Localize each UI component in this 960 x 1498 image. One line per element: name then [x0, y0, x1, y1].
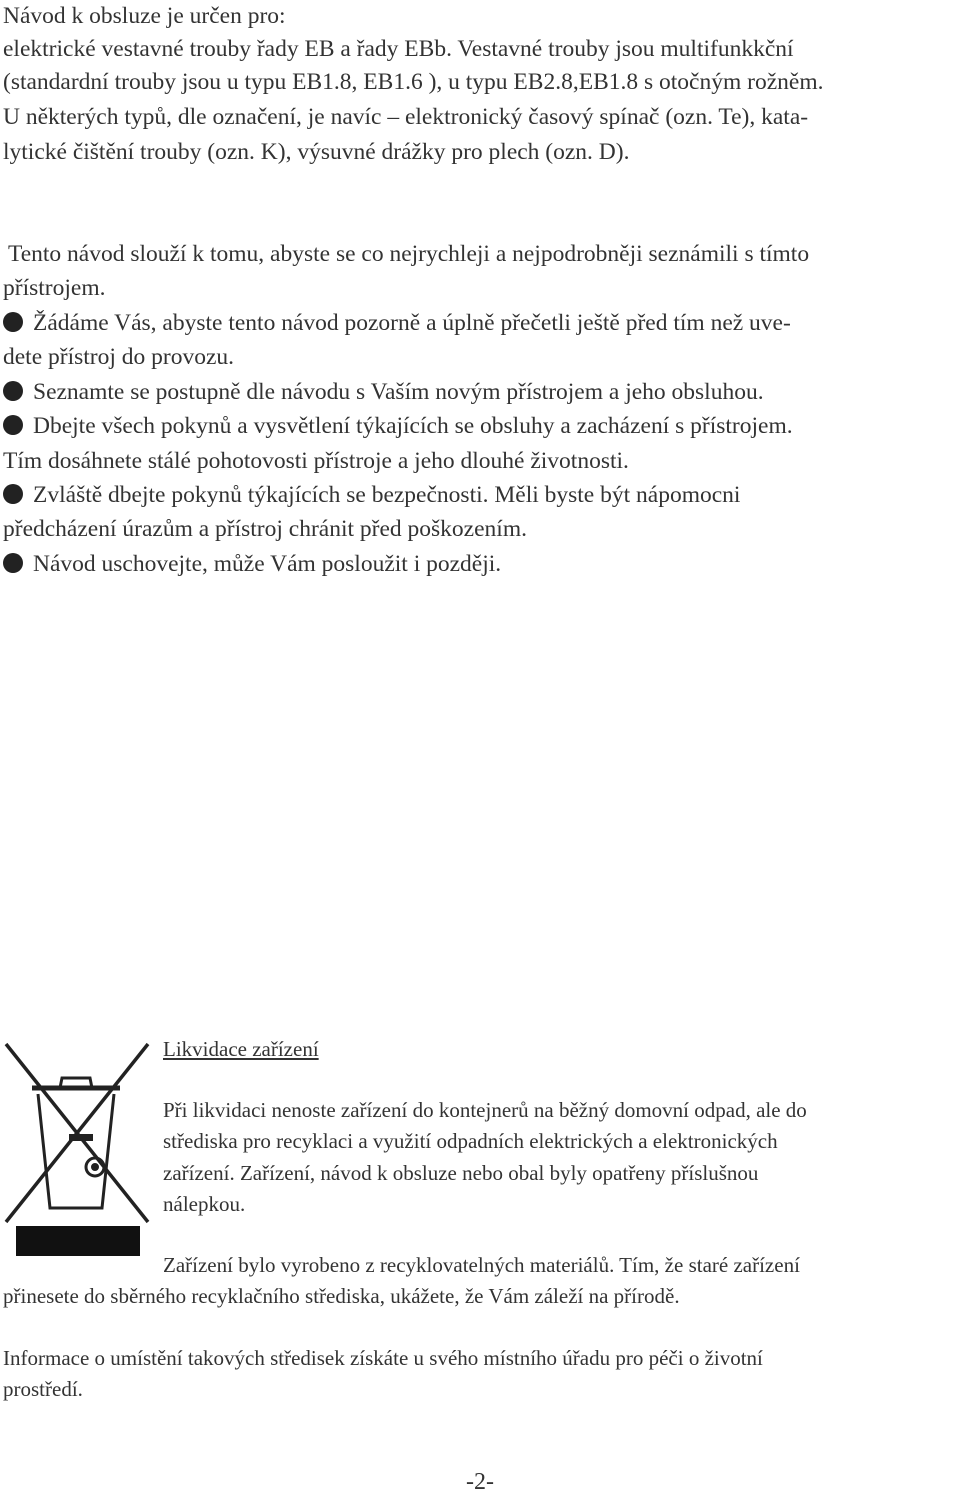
bullet-item: [3, 479, 740, 511]
guide-line: Tento návod slouží k tomu, abyste se co nejrychleji a nejpodrobněji seznámili s tímto: [8, 241, 810, 267]
bullet-item: [3, 307, 791, 339]
bullet-text: Zvláště dbejte pokynů týkajících se bezpečnosti. Měli byste být nápomocni: [33, 482, 741, 508]
bullet-item: [3, 548, 501, 580]
bullet-item: [3, 410, 793, 442]
disposal-line: střediska pro recyklaci a využití odpadních elektrických a elektronických: [163, 1129, 778, 1153]
bullet-text: Seznamte se postupně dle návodu s Vaším novým přístrojem a jeho obsluhou.: [33, 379, 764, 405]
guide-line: přístrojem.: [3, 275, 106, 301]
disposal-line: prostředí.: [3, 1377, 83, 1401]
intro-line: Návod k obsluze je určen pro:: [3, 3, 286, 29]
disposal-line: zařízení. Zařízení, návod k obsluze nebo obal byly opatřeny příslušnou: [163, 1161, 759, 1185]
disposal-line: nálepkou.: [163, 1192, 246, 1216]
intro-line: elektrické vestavné trouby řady EB a řady EBb. Vestavné trouby jsou multifunkkční: [3, 36, 794, 62]
bullet-continuation: Tím dosáhnete stálé pohotovosti přístroje a jeho dlouhé životnosti.: [3, 448, 629, 474]
intro-line: (standardní trouby jsou u typu EB1.8, EB1.6 ), u typu EB2.8,EB1.8 s otočným rožněm.: [3, 69, 824, 95]
bullet-continuation: dete přístroj do provozu.: [3, 344, 235, 370]
bullet-continuation: předcházení úrazům a přístroj chránit před poškozením.: [3, 516, 527, 542]
weee-bin-icon: [2, 1040, 152, 1260]
disposal-line: Při likvidaci nenoste zařízení do kontejnerů na běžný domovní odpad, ale do: [163, 1098, 807, 1122]
disposal-heading: Likvidace zařízení: [163, 1037, 319, 1061]
disposal-line: Zařízení bylo vyrobeno z recyklovatelných materiálů. Tím, že staré zařízení: [163, 1253, 800, 1277]
bullet-icon: [3, 381, 23, 401]
bullet-text: Žádáme Vás, abyste tento návod pozorně a úplně přečetli ještě před tím než uve-: [33, 310, 791, 336]
bullet-icon: [3, 415, 23, 435]
bullet-text: Návod uschovejte, může Vám posloužit i později.: [33, 551, 502, 577]
bullet-item: [3, 376, 764, 408]
disposal-line: přinesete do sběrného recyklačního střediska, ukážete, že Vám záleží na přírodě.: [3, 1284, 680, 1308]
bullet-icon: [3, 312, 23, 332]
disposal-line: Informace o umístění takových středisek získáte u svého místního úřadu pro péči o životní: [3, 1346, 763, 1370]
bullet-icon: [3, 484, 23, 504]
bullet-text: Dbejte všech pokynů a vysvětlení týkajících se obsluhy a zacházení s přístrojem.: [33, 413, 793, 439]
page-number: -2-: [466, 1469, 494, 1495]
bullet-icon: [3, 553, 23, 573]
intro-line: lytické čištění trouby (ozn. K), výsuvné drážky pro plech (ozn. D).: [3, 139, 630, 165]
intro-line: U některých typů, dle označení, je navíc – elektronický časový spínač (ozn. Te), kata-: [3, 104, 809, 130]
